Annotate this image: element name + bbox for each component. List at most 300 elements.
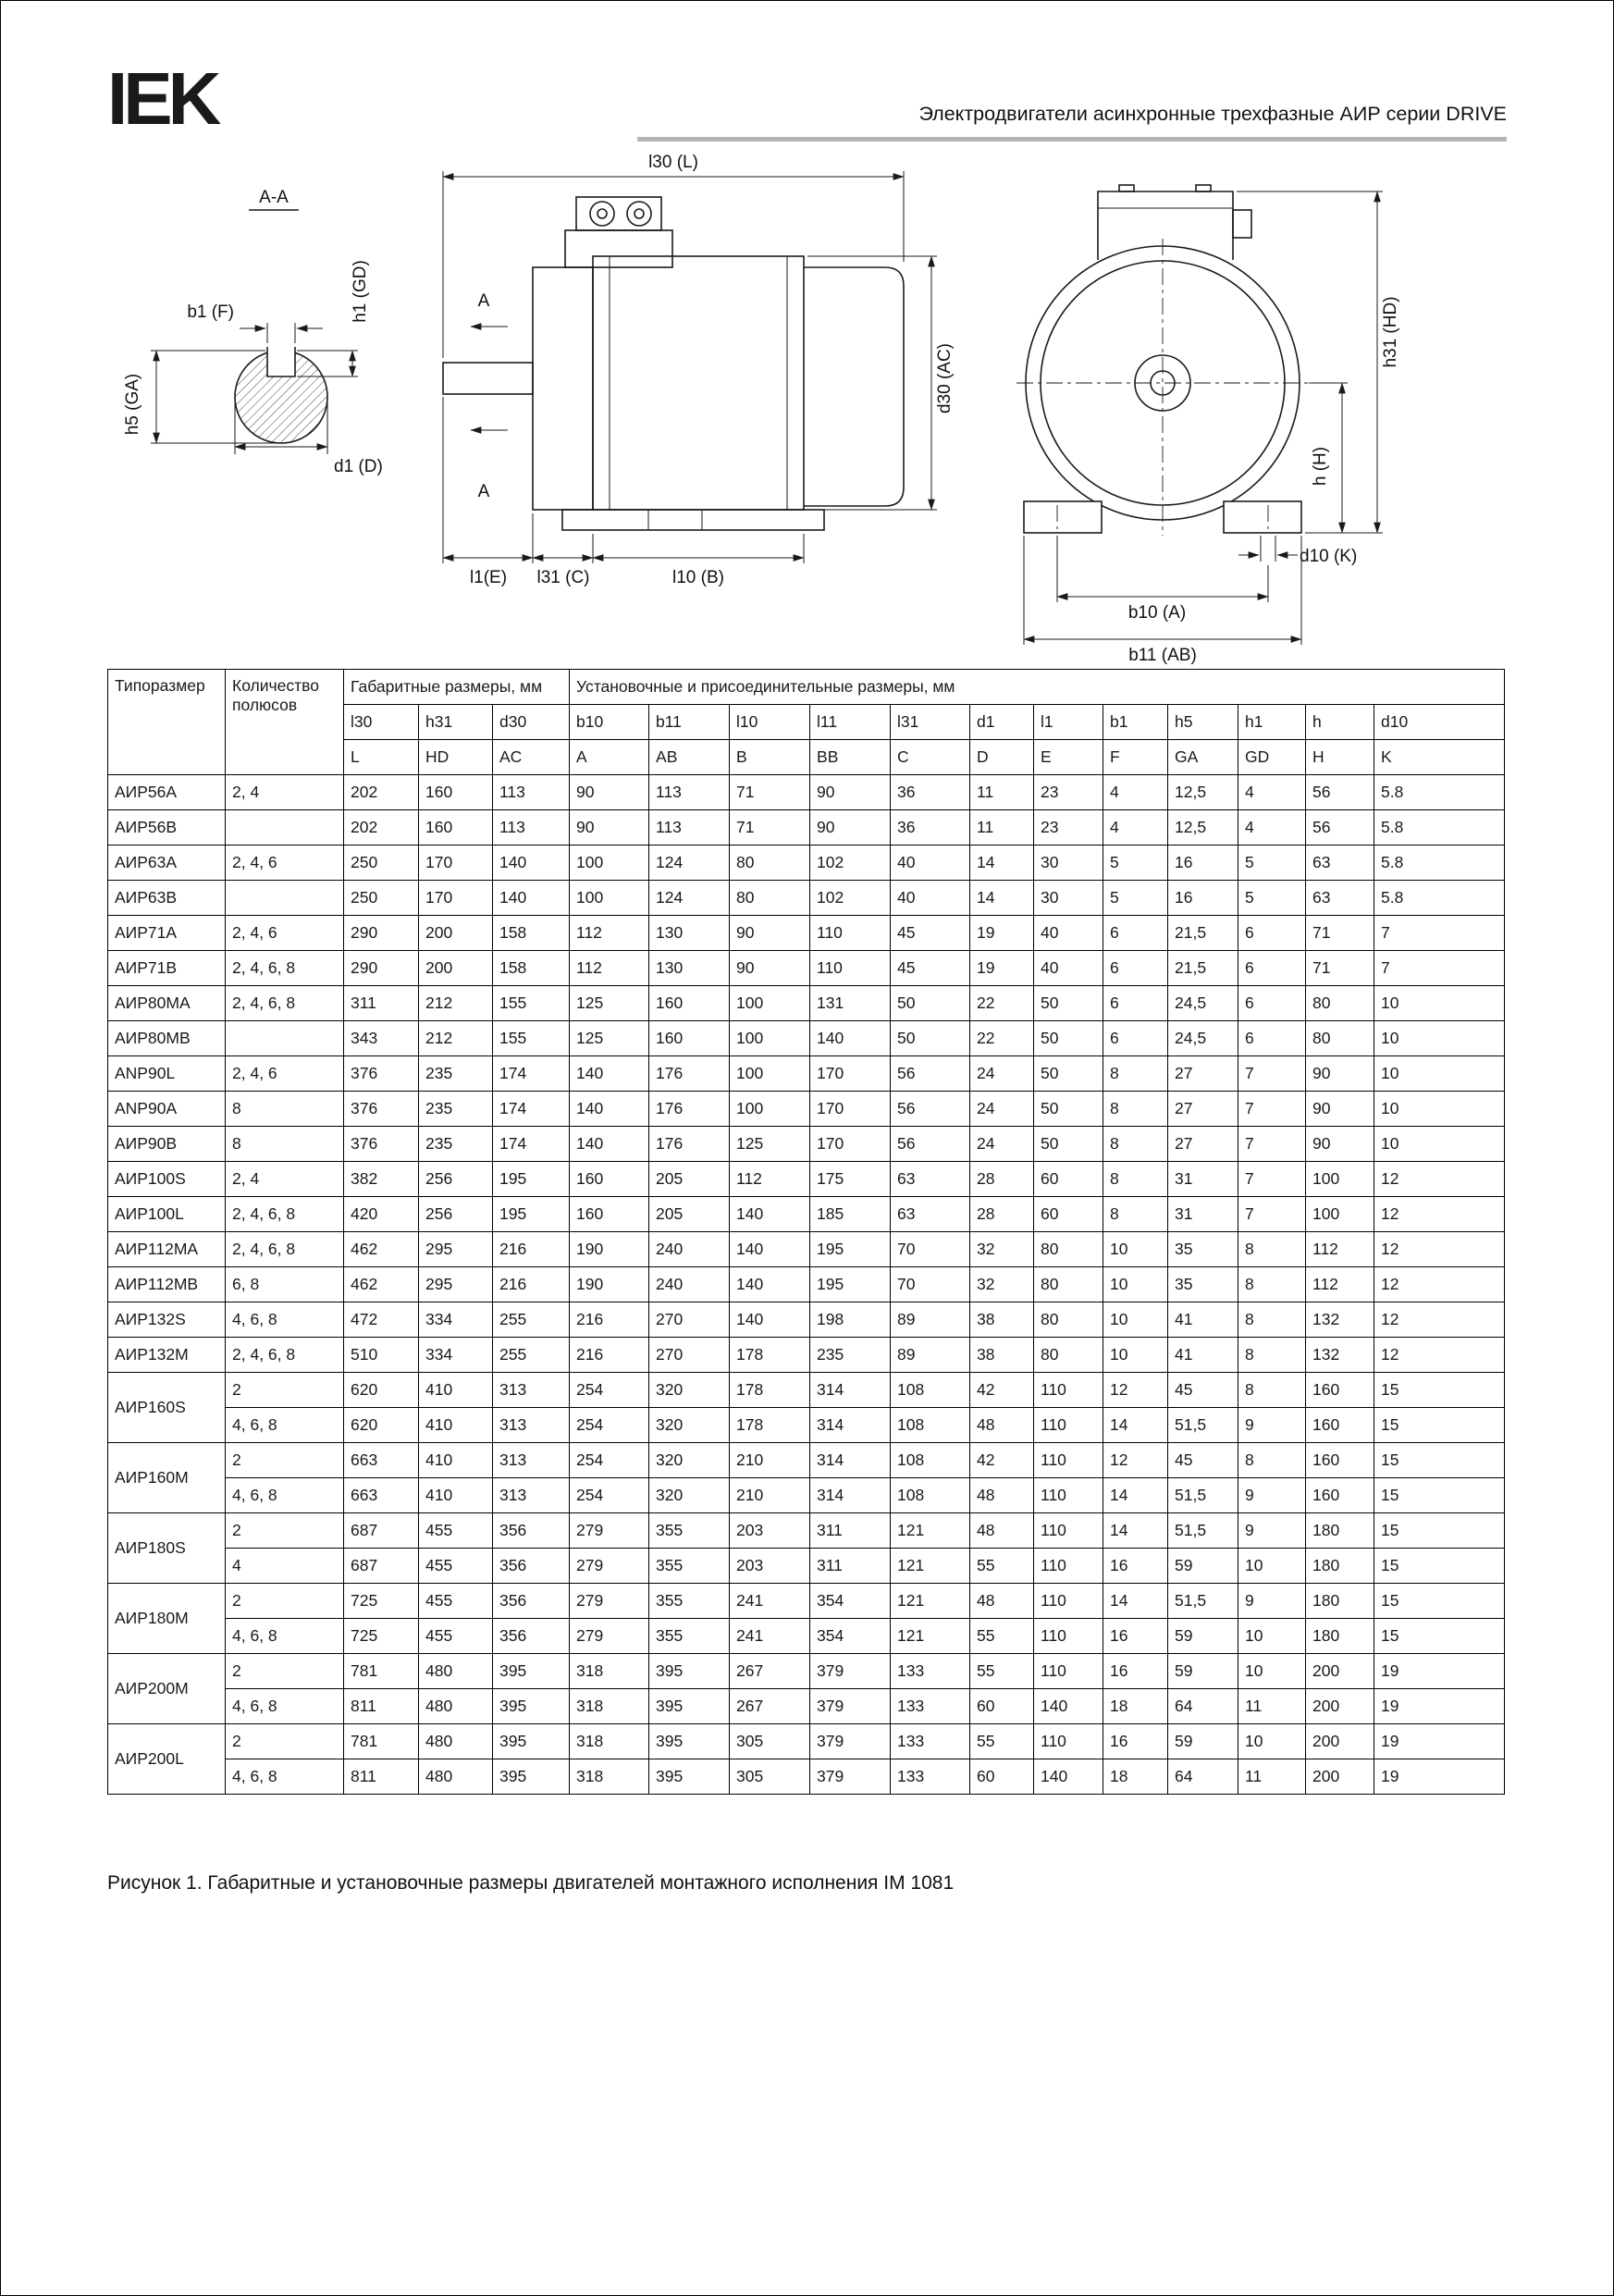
poles-cell: 2, 4, 6, 8: [226, 951, 344, 986]
dim-value-cell: 158: [493, 951, 570, 986]
dim-value-cell: 133: [891, 1654, 970, 1689]
dim-value-cell: 102: [810, 846, 891, 881]
dim-value-cell: 36: [891, 810, 970, 846]
dim-value-cell: 140: [730, 1232, 810, 1267]
table-row: [108, 1302, 1505, 1338]
dim-label-l31: l31 (C): [536, 568, 590, 587]
poles-cell: [226, 810, 344, 846]
dim-value-cell: 781: [344, 1724, 419, 1759]
dim-value-cell: 210: [730, 1443, 810, 1478]
dim-value-cell: 16: [1103, 1654, 1168, 1689]
dim-value-cell: 295: [419, 1232, 493, 1267]
terminal-box-side: [565, 230, 672, 267]
dim-value-cell: 15: [1374, 1373, 1505, 1408]
dim-value-cell: 100: [730, 1021, 810, 1056]
dim-value-cell: 311: [344, 986, 419, 1021]
dim-value-cell: 89: [891, 1338, 970, 1373]
dim-value-cell: 311: [810, 1549, 891, 1584]
dim-symbol-header: b11: [649, 705, 730, 740]
dim-value-cell: 11: [970, 810, 1034, 846]
dim-value-cell: 35: [1168, 1267, 1238, 1302]
typesize-cell: АИР100L: [108, 1197, 226, 1232]
dim-value-cell: 14: [970, 846, 1034, 881]
dim-value-cell: 71: [1306, 951, 1374, 986]
dim-value-cell: 80: [730, 881, 810, 916]
dim-value-cell: 356: [493, 1619, 570, 1654]
dim-value-cell: 133: [891, 1759, 970, 1795]
dim-value-cell: 311: [810, 1513, 891, 1549]
dim-letter-header: AC: [493, 740, 570, 775]
dim-value-cell: 11: [1238, 1689, 1306, 1724]
dim-value-cell: 318: [570, 1689, 649, 1724]
dim-value-cell: 4: [1103, 810, 1168, 846]
dim-value-cell: 22: [970, 1021, 1034, 1056]
poles-cell: 2: [226, 1443, 344, 1478]
dim-value-cell: 90: [1306, 1127, 1374, 1162]
dim-value-cell: 203: [730, 1513, 810, 1549]
typesize-cell: АИР132М: [108, 1338, 226, 1373]
dim-value-cell: 160: [1306, 1478, 1374, 1513]
dim-value-cell: 202: [344, 775, 419, 810]
typesize-cell: АИР200М: [108, 1654, 226, 1724]
dim-value-cell: 176: [649, 1056, 730, 1092]
dim-value-cell: 90: [1306, 1056, 1374, 1092]
dim-value-cell: 455: [419, 1584, 493, 1619]
dim-value-cell: 190: [570, 1232, 649, 1267]
dim-value-cell: 160: [570, 1162, 649, 1197]
dim-value-cell: 112: [730, 1162, 810, 1197]
dim-value-cell: 121: [891, 1513, 970, 1549]
dim-value-cell: 455: [419, 1549, 493, 1584]
typesize-cell: АИР100S: [108, 1162, 226, 1197]
dim-value-cell: 178: [730, 1338, 810, 1373]
dim-value-cell: 90: [730, 916, 810, 951]
dim-value-cell: 180: [1306, 1584, 1374, 1619]
dim-value-cell: 279: [570, 1549, 649, 1584]
dim-value-cell: 155: [493, 1021, 570, 1056]
dim-value-cell: 334: [419, 1338, 493, 1373]
dim-value-cell: 216: [570, 1338, 649, 1373]
dim-value-cell: 110: [1034, 1724, 1103, 1759]
dim-value-cell: 10: [1374, 1127, 1505, 1162]
dim-value-cell: 195: [810, 1267, 891, 1302]
dim-value-cell: 202: [344, 810, 419, 846]
dim-value-cell: 110: [810, 951, 891, 986]
dim-value-cell: 71: [730, 775, 810, 810]
dim-value-cell: 205: [649, 1162, 730, 1197]
dim-value-cell: 318: [570, 1724, 649, 1759]
table-row: [108, 1654, 1505, 1689]
table-row: [108, 1619, 1505, 1654]
dim-value-cell: 24: [970, 1056, 1034, 1092]
dim-value-cell: 190: [570, 1267, 649, 1302]
dim-value-cell: 178: [730, 1408, 810, 1443]
dim-value-cell: 10: [1238, 1724, 1306, 1759]
dim-value-cell: 12: [1374, 1302, 1505, 1338]
poles-cell: 8: [226, 1092, 344, 1127]
table-row: [108, 1513, 1505, 1549]
table-row: [108, 1478, 1505, 1513]
dim-value-cell: 63: [1306, 881, 1374, 916]
dim-value-cell: 395: [493, 1724, 570, 1759]
dim-value-cell: 51,5: [1168, 1478, 1238, 1513]
table-row: [108, 846, 1505, 881]
poles-cell: 4, 6, 8: [226, 1689, 344, 1724]
dim-value-cell: 314: [810, 1443, 891, 1478]
dim-value-cell: 45: [1168, 1373, 1238, 1408]
dim-value-cell: 480: [419, 1689, 493, 1724]
dim-value-cell: 320: [649, 1408, 730, 1443]
dim-value-cell: 50: [1034, 986, 1103, 1021]
dim-value-cell: 18: [1103, 1759, 1168, 1795]
dim-value-cell: 8: [1103, 1056, 1168, 1092]
dim-value-cell: 10: [1374, 986, 1505, 1021]
dim-value-cell: 314: [810, 1373, 891, 1408]
dim-label-b1: b1 (F): [187, 302, 234, 322]
dim-value-cell: 241: [730, 1584, 810, 1619]
dim-value-cell: 100: [570, 881, 649, 916]
table-row: [108, 1443, 1505, 1478]
dim-value-cell: 241: [730, 1619, 810, 1654]
dim-value-cell: 5: [1103, 881, 1168, 916]
title-rule: [637, 137, 1507, 142]
dim-symbol-header: h5: [1168, 705, 1238, 740]
table-row: [108, 1127, 1505, 1162]
poles-cell: 2, 4, 6, 8: [226, 1197, 344, 1232]
dim-value-cell: 110: [810, 916, 891, 951]
dim-value-cell: 8: [1238, 1267, 1306, 1302]
table-row: [108, 951, 1505, 986]
dim-value-cell: 462: [344, 1267, 419, 1302]
dim-value-cell: 12: [1374, 1338, 1505, 1373]
dim-value-cell: 174: [493, 1056, 570, 1092]
dim-value-cell: 6: [1238, 916, 1306, 951]
dim-value-cell: 356: [493, 1584, 570, 1619]
dim-value-cell: 42: [970, 1443, 1034, 1478]
dim-value-cell: 5.8: [1374, 775, 1505, 810]
dim-value-cell: 23: [1034, 775, 1103, 810]
poles-cell: 2: [226, 1373, 344, 1408]
dim-value-cell: 40: [1034, 951, 1103, 986]
dim-value-cell: 9: [1238, 1478, 1306, 1513]
dim-value-cell: 376: [344, 1056, 419, 1092]
dim-value-cell: 50: [1034, 1092, 1103, 1127]
dim-value-cell: 15: [1374, 1619, 1505, 1654]
dim-value-cell: 320: [649, 1373, 730, 1408]
dim-value-cell: 55: [970, 1654, 1034, 1689]
typesize-cell: ANP90L: [108, 1056, 226, 1092]
typesize-cell: АИР80МВ: [108, 1021, 226, 1056]
table-row: [108, 1338, 1505, 1373]
dim-value-cell: 48: [970, 1478, 1034, 1513]
dim-value-cell: 6: [1103, 986, 1168, 1021]
dim-value-cell: 15: [1374, 1549, 1505, 1584]
dim-value-cell: 379: [810, 1724, 891, 1759]
dim-value-cell: 100: [730, 1092, 810, 1127]
dim-value-cell: 180: [1306, 1549, 1374, 1584]
dim-value-cell: 210: [730, 1478, 810, 1513]
dim-value-cell: 510: [344, 1338, 419, 1373]
dim-value-cell: 343: [344, 1021, 419, 1056]
dim-value-cell: 10: [1103, 1267, 1168, 1302]
typesize-cell: АИР160S: [108, 1373, 226, 1443]
front-shield-side: [533, 267, 593, 510]
dim-value-cell: 15: [1374, 1513, 1505, 1549]
poles-cell: [226, 1021, 344, 1056]
dim-value-cell: 480: [419, 1654, 493, 1689]
dim-value-cell: 290: [344, 916, 419, 951]
dim-value-cell: 170: [810, 1092, 891, 1127]
dim-label-l1: l1(E): [469, 568, 508, 587]
dim-value-cell: 203: [730, 1549, 810, 1584]
dim-value-cell: 12: [1374, 1267, 1505, 1302]
typesize-cell: АИР56А: [108, 775, 226, 810]
dim-value-cell: 14: [970, 881, 1034, 916]
dim-value-cell: 80: [730, 846, 810, 881]
poles-cell: [226, 881, 344, 916]
dim-value-cell: 267: [730, 1689, 810, 1724]
dim-symbol-header: d30: [493, 705, 570, 740]
dim-value-cell: 63: [891, 1197, 970, 1232]
dim-value-cell: 354: [810, 1619, 891, 1654]
dim-value-cell: 8: [1103, 1127, 1168, 1162]
dim-value-cell: 15: [1374, 1478, 1505, 1513]
dim-value-cell: 28: [970, 1162, 1034, 1197]
dim-value-cell: 70: [891, 1267, 970, 1302]
dim-value-cell: 16: [1103, 1549, 1168, 1584]
dim-symbol-header: l30: [344, 705, 419, 740]
dim-value-cell: 140: [730, 1197, 810, 1232]
typesize-cell: АИР160М: [108, 1443, 226, 1513]
dim-value-cell: 216: [493, 1232, 570, 1267]
poles-cell: 2, 4, 6: [226, 916, 344, 951]
poles-cell: 2, 4, 6, 8: [226, 1232, 344, 1267]
dim-value-cell: 24,5: [1168, 1021, 1238, 1056]
dim-value-cell: 90: [570, 810, 649, 846]
dim-value-cell: 59: [1168, 1549, 1238, 1584]
dim-value-cell: 113: [649, 775, 730, 810]
dim-value-cell: 60: [970, 1689, 1034, 1724]
dim-value-cell: 10: [1374, 1092, 1505, 1127]
dim-value-cell: 7: [1238, 1056, 1306, 1092]
dim-value-cell: 395: [649, 1759, 730, 1795]
dim-symbol-header: h31: [419, 705, 493, 740]
dim-value-cell: 8: [1103, 1197, 1168, 1232]
dim-value-cell: 320: [649, 1443, 730, 1478]
poles-cell: 2, 4, 6: [226, 1056, 344, 1092]
front-view: [1016, 185, 1400, 665]
poles-cell: 2: [226, 1584, 344, 1619]
col-header-typesize: Типоразмер: [108, 670, 226, 775]
dim-value-cell: 279: [570, 1513, 649, 1549]
dim-value-cell: 410: [419, 1373, 493, 1408]
cut-label-top: A: [477, 291, 490, 311]
dim-value-cell: 132: [1306, 1302, 1374, 1338]
dim-value-cell: 270: [649, 1338, 730, 1373]
dim-letter-header: GA: [1168, 740, 1238, 775]
dim-value-cell: 125: [730, 1127, 810, 1162]
dim-value-cell: 5.8: [1374, 881, 1505, 916]
typesize-cell: АИР132S: [108, 1302, 226, 1338]
poles-cell: 2, 4, 6, 8: [226, 986, 344, 1021]
typesize-cell: АИР112МВ: [108, 1267, 226, 1302]
dim-value-cell: 110: [1034, 1619, 1103, 1654]
dim-value-cell: 250: [344, 846, 419, 881]
dim-value-cell: 50: [891, 1021, 970, 1056]
dim-value-cell: 5: [1103, 846, 1168, 881]
dim-value-cell: 472: [344, 1302, 419, 1338]
dim-value-cell: 40: [891, 881, 970, 916]
dim-value-cell: 131: [810, 986, 891, 1021]
dim-value-cell: 376: [344, 1127, 419, 1162]
dim-value-cell: 60: [1034, 1197, 1103, 1232]
dim-value-cell: 70: [891, 1232, 970, 1267]
dim-value-cell: 80: [1034, 1302, 1103, 1338]
dim-value-cell: 40: [1034, 916, 1103, 951]
dim-value-cell: 195: [810, 1232, 891, 1267]
dim-value-cell: 279: [570, 1584, 649, 1619]
dim-value-cell: 100: [730, 1056, 810, 1092]
dim-value-cell: 320: [649, 1478, 730, 1513]
dim-value-cell: 620: [344, 1373, 419, 1408]
poles-cell: 2, 4: [226, 1162, 344, 1197]
dim-value-cell: 55: [970, 1724, 1034, 1759]
dim-value-cell: 355: [649, 1549, 730, 1584]
dim-value-cell: 6: [1103, 1021, 1168, 1056]
table-row: [108, 1021, 1505, 1056]
dim-value-cell: 90: [1306, 1092, 1374, 1127]
dim-value-cell: 160: [649, 1021, 730, 1056]
col-header-poles: Количество полюсов: [226, 670, 344, 775]
dim-value-cell: 420: [344, 1197, 419, 1232]
dim-value-cell: 212: [419, 1021, 493, 1056]
dim-value-cell: 45: [891, 951, 970, 986]
dim-value-cell: 8: [1103, 1162, 1168, 1197]
dim-value-cell: 121: [891, 1619, 970, 1654]
dim-label-d10: d10 (K): [1300, 547, 1358, 566]
dim-value-cell: 12,5: [1168, 775, 1238, 810]
dim-value-cell: 19: [1374, 1654, 1505, 1689]
dim-value-cell: 395: [649, 1654, 730, 1689]
dim-value-cell: 125: [570, 1021, 649, 1056]
dim-value-cell: 7: [1238, 1127, 1306, 1162]
dim-value-cell: 811: [344, 1689, 419, 1724]
dim-value-cell: 51,5: [1168, 1584, 1238, 1619]
dim-value-cell: 10: [1374, 1056, 1505, 1092]
dim-value-cell: 108: [891, 1408, 970, 1443]
dim-value-cell: 21,5: [1168, 951, 1238, 986]
dim-value-cell: 160: [1306, 1408, 1374, 1443]
dim-value-cell: 170: [810, 1127, 891, 1162]
dim-symbol-header: b1: [1103, 705, 1168, 740]
dim-value-cell: 19: [1374, 1689, 1505, 1724]
dim-value-cell: 254: [570, 1408, 649, 1443]
dim-label-b10: b10 (A): [1127, 603, 1187, 623]
dim-value-cell: 379: [810, 1759, 891, 1795]
dim-value-cell: 5.8: [1374, 846, 1505, 881]
figure-caption: Рисунок 1. Габаритные и установочные размеры двигателей монтажного исполнения IM 1081: [107, 1872, 955, 1894]
dim-value-cell: 60: [970, 1759, 1034, 1795]
typesize-cell: АИР90В: [108, 1127, 226, 1162]
dim-value-cell: 48: [970, 1408, 1034, 1443]
dim-value-cell: 140: [730, 1302, 810, 1338]
dim-value-cell: 158: [493, 916, 570, 951]
typesize-cell: АИР112МА: [108, 1232, 226, 1267]
dim-value-cell: 200: [1306, 1654, 1374, 1689]
dim-value-cell: 110: [1034, 1549, 1103, 1584]
dim-value-cell: 56: [1306, 775, 1374, 810]
dim-value-cell: 160: [1306, 1373, 1374, 1408]
dim-value-cell: 725: [344, 1584, 419, 1619]
dim-value-cell: 240: [649, 1267, 730, 1302]
dim-value-cell: 80: [1034, 1267, 1103, 1302]
dim-value-cell: 8: [1238, 1373, 1306, 1408]
dim-value-cell: 200: [1306, 1689, 1374, 1724]
table-row: [108, 1759, 1505, 1795]
dim-value-cell: 45: [1168, 1443, 1238, 1478]
dim-value-cell: 395: [649, 1689, 730, 1724]
table-row: [108, 1267, 1505, 1302]
dim-value-cell: 110: [1034, 1513, 1103, 1549]
group-header-overall: Габаритные размеры, мм: [344, 670, 570, 705]
typesize-cell: АИР63В: [108, 881, 226, 916]
dim-value-cell: 45: [891, 916, 970, 951]
dim-value-cell: 255: [493, 1338, 570, 1373]
dim-letter-header: D: [970, 740, 1034, 775]
table-row: [108, 1549, 1505, 1584]
dim-symbol-header: l1: [1034, 705, 1103, 740]
dim-value-cell: 35: [1168, 1232, 1238, 1267]
dim-value-cell: 7: [1374, 951, 1505, 986]
dim-value-cell: 28: [970, 1197, 1034, 1232]
dim-letter-header: BB: [810, 740, 891, 775]
dim-value-cell: 290: [344, 951, 419, 986]
table-row: [108, 810, 1505, 846]
dim-value-cell: 256: [419, 1197, 493, 1232]
dim-value-cell: 59: [1168, 1724, 1238, 1759]
dim-value-cell: 235: [419, 1056, 493, 1092]
group-header-mounting: Установочные и присоединительные размеры, мм: [570, 670, 1505, 705]
group-header-row: [108, 670, 1505, 705]
dim-value-cell: 205: [649, 1197, 730, 1232]
dim-symbol-header: l11: [810, 705, 891, 740]
dim-value-cell: 216: [493, 1267, 570, 1302]
dim-value-cell: 59: [1168, 1654, 1238, 1689]
dim-symbol-header: d1: [970, 705, 1034, 740]
dim-value-cell: 200: [1306, 1724, 1374, 1759]
poles-cell: 4, 6, 8: [226, 1619, 344, 1654]
dim-value-cell: 455: [419, 1619, 493, 1654]
table-row: [108, 1162, 1505, 1197]
dim-value-cell: 19: [1374, 1759, 1505, 1795]
poles-cell: 4, 6, 8: [226, 1408, 344, 1443]
dim-value-cell: 27: [1168, 1127, 1238, 1162]
dim-value-cell: 8: [1103, 1092, 1168, 1127]
dim-value-cell: 176: [649, 1127, 730, 1162]
dim-value-cell: 313: [493, 1408, 570, 1443]
dim-value-cell: 24: [970, 1092, 1034, 1127]
poles-cell: 8: [226, 1127, 344, 1162]
dim-value-cell: 254: [570, 1478, 649, 1513]
dim-value-cell: 160: [649, 986, 730, 1021]
dim-value-cell: 18: [1103, 1689, 1168, 1724]
dim-value-cell: 170: [419, 846, 493, 881]
dim-letter-header: A: [570, 740, 649, 775]
dim-value-cell: 55: [970, 1549, 1034, 1584]
dim-value-cell: 130: [649, 916, 730, 951]
dim-letter-header: K: [1374, 740, 1505, 775]
dim-value-cell: 663: [344, 1478, 419, 1513]
